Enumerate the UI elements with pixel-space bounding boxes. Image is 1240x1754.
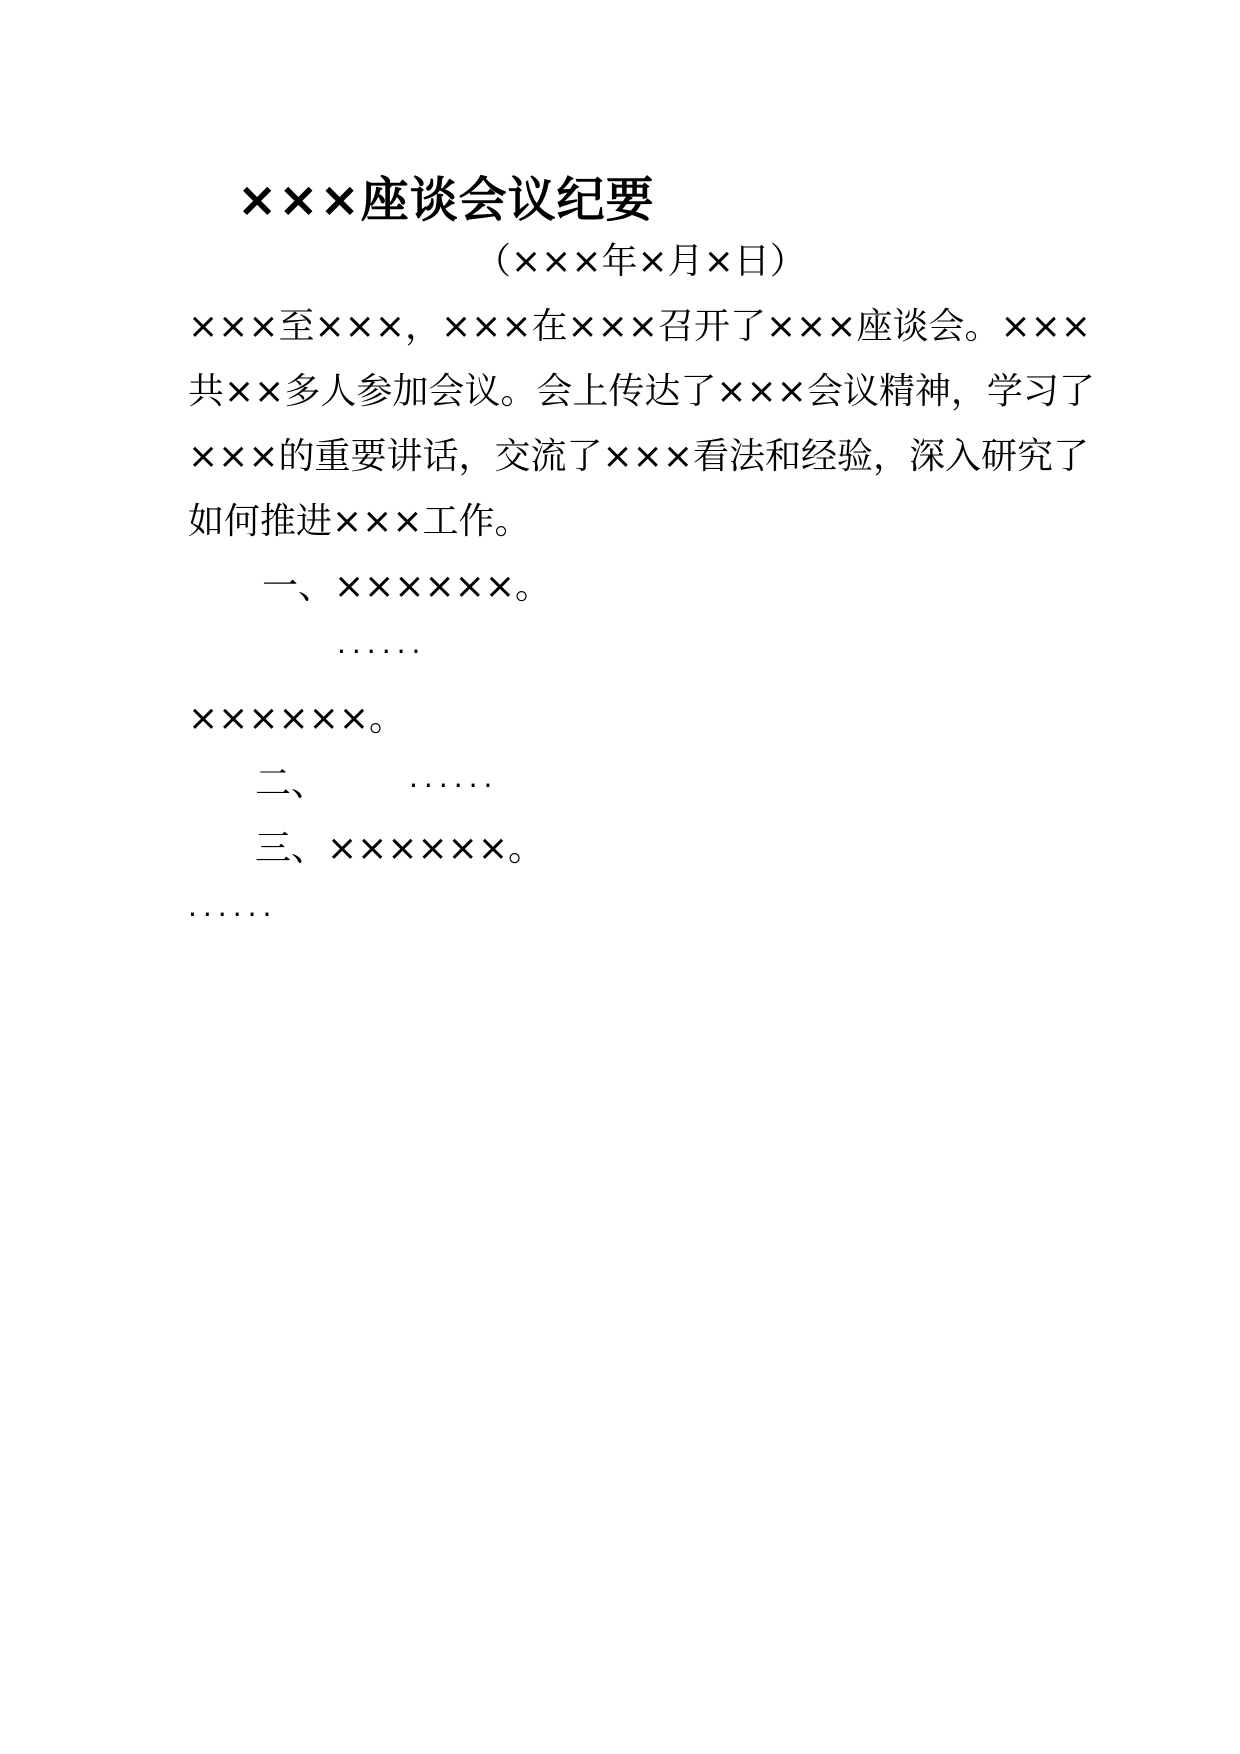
meeting-date: （×××年×月×日） — [475, 241, 806, 282]
paragraph-line: 共××多人参加会议。会上传达了×××会议精神，学习了 — [188, 371, 1095, 412]
section-2-row — [255, 762, 498, 808]
section-3-heading: 三、××××××。 — [255, 828, 544, 869]
section-2-heading: 二、 — [255, 763, 310, 804]
paragraph-line: 如何推进×××工作。 — [188, 501, 531, 542]
section-1-ellipsis: ······ — [337, 635, 427, 668]
section-3-ellipsis: ······ — [188, 898, 278, 931]
section-1-heading: 一、××××××。 — [262, 566, 551, 607]
paragraph-line: ×××的重要讲话，交流了×××看法和经验，深入研究了 — [188, 436, 1089, 477]
section-1-content: ××××××。 — [188, 698, 405, 739]
paragraph-line: ×××至×××，×××在×××召开了×××座谈会。××× — [188, 306, 1091, 347]
document-title: ×××座谈会议纪要 — [237, 172, 655, 228]
section-2-ellipsis: ······ — [409, 769, 499, 802]
